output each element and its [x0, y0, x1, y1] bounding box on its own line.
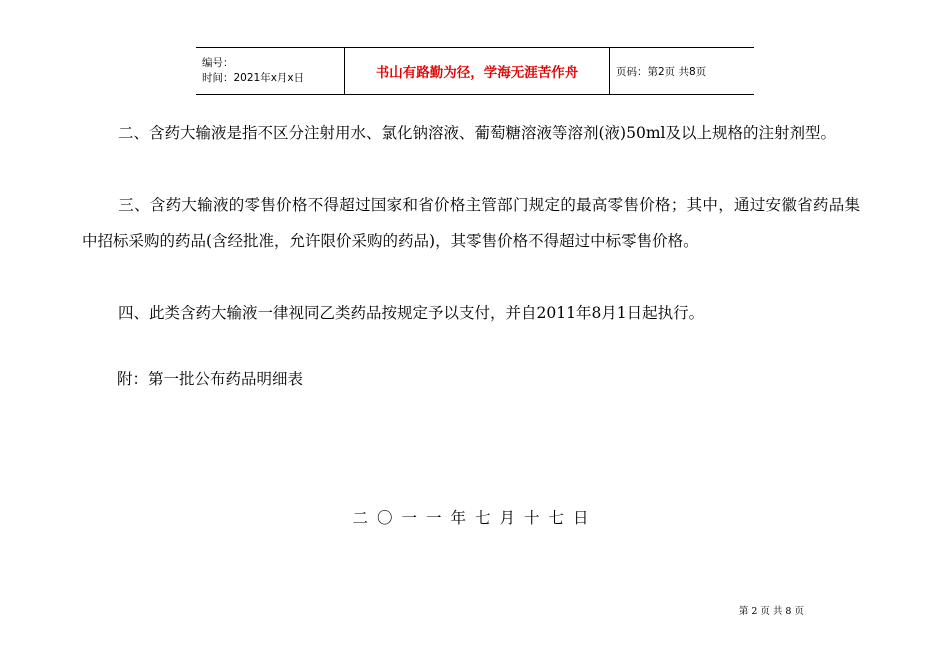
paragraph-three-text: 三、含药大输液的零售价格不得超过国家和省价格主管部门规定的最高零售价格；其中，通过安徽省药品集中招标采购的药品(含经批准，允许限价采购的药品)，其零售价格不得超过中标零售价格。 [82, 196, 860, 250]
header-number-label: 编号： [202, 57, 234, 69]
paragraph-two-text: 二、含药大输液是指不区分注射用水、氯化钠溶液、葡萄糖溶液等溶剂(液)50ml及以上规格的注射剂型。 [118, 124, 836, 142]
header-time-label: 时间：2021年x月x日 [202, 72, 305, 84]
header-page-info: 页码：第2页 共8页 [610, 48, 755, 95]
paragraph-four-text: 四、此类含药大输液一律视同乙类药品按规定予以支付，并自2011年8月1日起执行。 [118, 304, 705, 322]
header-motto: 书山有路勤为径，学海无涯苦作舟 [345, 48, 610, 95]
paragraph-two [82, 115, 860, 151]
header-meta [196, 48, 345, 95]
document-date: 二〇一一年七月十七日 [352, 509, 598, 527]
paragraph-four [82, 295, 860, 331]
document-header [196, 47, 754, 95]
paragraph-three [82, 187, 860, 259]
attachment-note: 附：第一批公布药品明细表 [117, 370, 304, 388]
page-footer: 第 2 页 共 8 页 [738, 606, 804, 617]
